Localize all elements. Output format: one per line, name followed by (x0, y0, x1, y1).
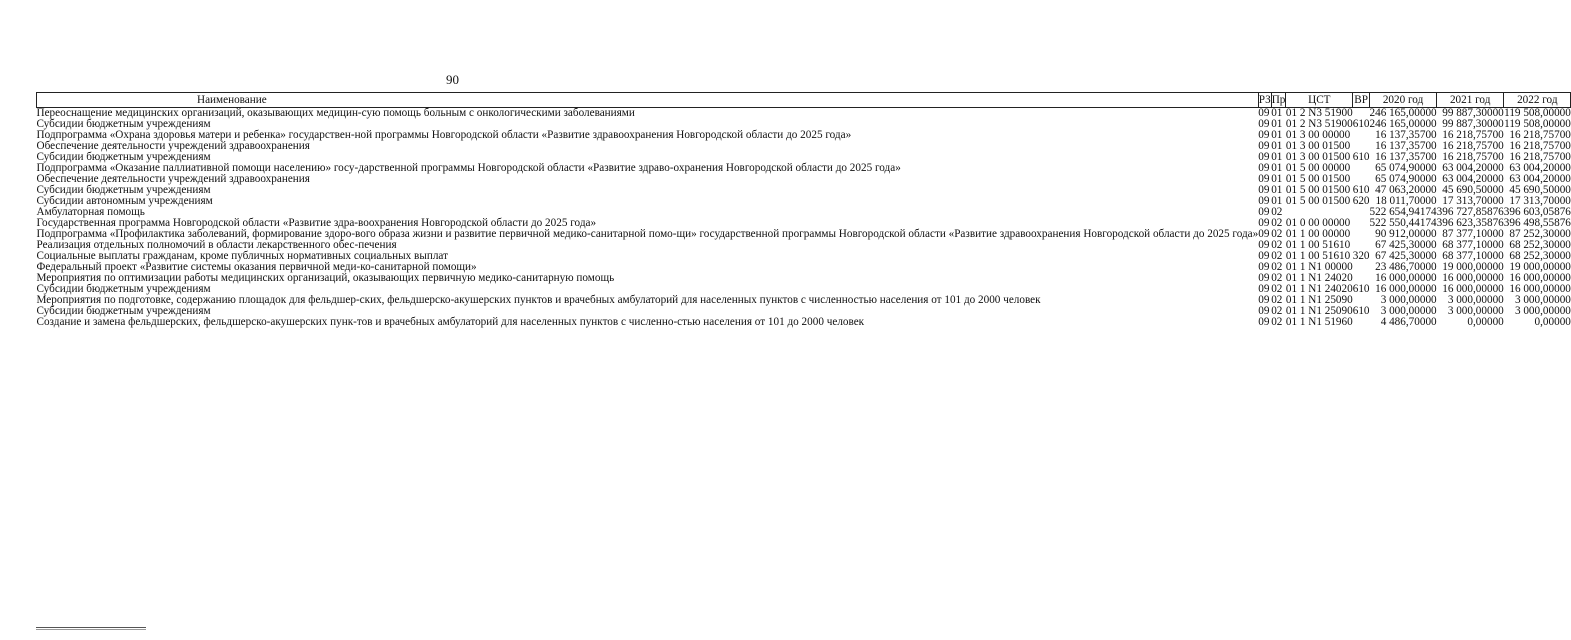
row-2021: 45 690,50000 (1442, 184, 1504, 196)
row-pr: 02 (1271, 305, 1283, 317)
row-2020: 3 000,00000 (1380, 294, 1437, 306)
row-2021: 3 000,00000 (1447, 294, 1504, 306)
row-vr (1353, 163, 1370, 174)
header-2021: 2021 год (1437, 93, 1504, 108)
row-pr: 01 (1271, 195, 1283, 207)
row-cst: 01 5 00 01500 (1285, 184, 1351, 196)
row-2022: 119 508,00000 (1504, 118, 1571, 130)
row-2022: 16 218,75700 (1509, 140, 1571, 152)
row-name: Субсидии бюджетным учреждениям (36, 184, 211, 196)
row-name: Реализация отдельных полномочий в области лекарственного обес-печения (36, 239, 397, 251)
row-rz: 09 (1258, 195, 1270, 207)
row-name: Социальные выплаты гражданам, кроме публичных нормативных социальных выплат (36, 250, 448, 262)
page-number: 90 (446, 72, 459, 87)
row-2020: 16 137,35700 (1375, 129, 1437, 141)
row-name: Субсидии бюджетным учреждениям (36, 283, 211, 295)
row-2022: 396 603,05876 (1503, 206, 1571, 218)
footer-rule-secondary (36, 629, 146, 630)
row-name: Субсидии бюджетным учреждениям (36, 151, 211, 163)
row-rz: 09 (1258, 107, 1270, 119)
row-2021: 99 887,30000 (1442, 107, 1504, 119)
row-pr: 02 (1271, 261, 1283, 273)
header-name: Наименование (37, 93, 1259, 108)
row-rz: 09 (1258, 305, 1270, 317)
row-name: Подпрограмма «Профилактика заболеваний, формирование здоро-вого образа жизни и развитие первичной медико-санитарной помо-щи» государственной программы Новгородской области «Развитие здравоохранения Новгородской области до 2025 года» (36, 228, 1259, 240)
row-vr (1353, 130, 1370, 141)
row-cst: 01 5 00 01500 (1285, 195, 1351, 207)
row-2020: 522 654,94174 (1369, 206, 1437, 218)
row-2021: 16 000,00000 (1442, 272, 1504, 284)
row-vr: 610 (1352, 118, 1370, 130)
row-vr (1353, 262, 1370, 273)
row-cst: 01 3 00 01500 (1285, 140, 1351, 152)
row-rz: 09 (1258, 228, 1270, 240)
row-rz: 09 (1258, 206, 1270, 218)
row-pr: 01 (1271, 107, 1283, 119)
row-rz: 09 (1258, 261, 1270, 273)
row-2022: 63 004,20000 (1509, 162, 1571, 174)
row-cst: 01 1 N1 25090 (1285, 305, 1353, 317)
row-2021: 68 377,10000 (1442, 250, 1504, 262)
row-2020: 67 425,30000 (1375, 250, 1437, 262)
row-name: Субсидии бюджетным учреждениям (36, 305, 211, 317)
row-2022: 45 690,50000 (1509, 184, 1571, 196)
row-2022: 16 218,75700 (1509, 129, 1571, 141)
row-2020: 23 486,70000 (1375, 261, 1437, 273)
row-2022: 63 004,20000 (1509, 173, 1571, 185)
row-vr: 610 (1352, 305, 1370, 317)
row-rz: 09 (1258, 129, 1270, 141)
row-2020: 3 000,00000 (1380, 305, 1437, 317)
row-2021: 396 623,35876 (1436, 217, 1504, 229)
row-rz: 09 (1258, 140, 1270, 152)
row-vr (1353, 218, 1370, 229)
row-2020: 47 063,20000 (1375, 184, 1437, 196)
row-2021: 99 887,30000 (1442, 118, 1504, 130)
row-name: Субсидии автономным учреждениям (36, 195, 213, 207)
table-body (37, 108, 1571, 329)
row-name: Обеспечение деятельности учреждений здравоохранения (36, 140, 310, 152)
row-pr: 01 (1271, 173, 1283, 185)
row-pr: 02 (1271, 206, 1283, 218)
row-vr: 620 (1352, 195, 1370, 207)
row-2020: 522 550,44174 (1369, 217, 1437, 229)
row-cst: 01 1 N1 25090 (1285, 294, 1353, 306)
row-cst: 01 1 N1 24020 (1285, 272, 1353, 284)
table-row (37, 317, 1571, 328)
row-2022: 119 508,00000 (1504, 107, 1571, 119)
row-pr: 02 (1271, 294, 1283, 306)
row-2020: 16 000,00000 (1375, 283, 1437, 295)
row-cst: 01 2 N3 51900 (1285, 118, 1353, 130)
row-2022: 0,00000 (1534, 316, 1571, 328)
row-pr: 01 (1271, 162, 1283, 174)
header-pr: Пр (1271, 94, 1286, 106)
row-2021: 396 727,85876 (1436, 206, 1504, 218)
row-rz: 09 (1258, 272, 1270, 284)
row-name: Подпрограмма «Оказание паллиативной помощи населению» госу-дарственной программы Новгородской области «Развитие здраво-охранения Новгородской области до 2025 года» (36, 162, 901, 174)
row-pr: 02 (1271, 272, 1283, 284)
row-rz: 09 (1258, 162, 1270, 174)
row-2021: 16 218,75700 (1442, 151, 1504, 163)
row-cst: 01 1 N1 00000 (1285, 261, 1353, 273)
row-pr: 02 (1271, 250, 1283, 262)
row-2022: 87 252,30000 (1509, 228, 1571, 240)
row-pr: 01 (1271, 151, 1283, 163)
row-cst: 01 1 00 51610 (1285, 239, 1351, 251)
row-rz: 09 (1258, 239, 1270, 251)
row-2021: 16 218,75700 (1442, 140, 1504, 152)
row-vr (1353, 229, 1370, 240)
row-name: Субсидии бюджетным учреждениям (36, 118, 211, 130)
row-rz: 09 (1258, 250, 1270, 262)
row-2020: 65 074,90000 (1375, 173, 1437, 185)
row-pr: 01 (1271, 140, 1283, 152)
row-2021: 87 377,10000 (1442, 228, 1504, 240)
row-2021: 68 377,10000 (1442, 239, 1504, 251)
row-pr: 01 (1271, 129, 1283, 141)
row-2022: 16 218,75700 (1509, 151, 1571, 163)
row-rz: 09 (1258, 316, 1270, 328)
row-2021: 0,00000 (1467, 316, 1504, 328)
row-2022: 68 252,30000 (1509, 239, 1571, 251)
row-2021: 17 313,70000 (1442, 195, 1504, 207)
row-2022: 68 252,30000 (1509, 250, 1571, 262)
row-2020: 16 137,35700 (1375, 140, 1437, 152)
row-2020: 16 137,35700 (1375, 151, 1437, 163)
row-name: Федеральный проект «Развитие системы оказания первичной меди-ко-санитарной помощи» (36, 261, 477, 273)
row-rz: 09 (1258, 173, 1270, 185)
row-rz: 09 (1258, 118, 1270, 130)
row-2021: 16 218,75700 (1442, 129, 1504, 141)
row-cst: 01 1 N1 24020 (1285, 283, 1353, 295)
header-2022: 2022 год (1504, 93, 1571, 108)
header-2020: 2020 год (1370, 93, 1437, 108)
row-2020: 18 011,70000 (1375, 195, 1437, 207)
row-vr (1353, 207, 1370, 218)
row-2020: 90 912,00000 (1375, 228, 1437, 240)
row-pr: 02 (1271, 239, 1283, 251)
row-vr: 610 (1352, 151, 1370, 163)
row-name: Подпрограмма «Охрана здоровья матери и ребенка» государствен-ной программы Новгородской области «Развитие здравоохранения Новгородской области до 2025 года» (36, 129, 852, 141)
row-rz: 09 (1258, 294, 1270, 306)
row-2021: 16 000,00000 (1442, 283, 1504, 295)
row-pr: 02 (1271, 283, 1283, 295)
row-vr: 610 (1352, 283, 1370, 295)
row-rz: 09 (1258, 217, 1270, 229)
row-2022: 3 000,00000 (1514, 294, 1571, 306)
row-2021: 63 004,20000 (1442, 173, 1504, 185)
budget-table (36, 92, 1571, 328)
row-2020: 4 486,70000 (1380, 316, 1437, 328)
row-pr: 02 (1271, 228, 1283, 240)
row-name: Переоснащение медицинских организаций, оказывающих медицин-сую помощь больным с онкологическими заболеваниями (36, 107, 635, 119)
header-rz: РЗ (1258, 94, 1271, 106)
row-name: Государственная программа Новгородской области «Развитие здра-воохранения Новгородской области до 2025 года» (36, 217, 597, 229)
row-name: Создание и замена фельдшерских, фельдшерско-акушерских пунк-тов и врачебных амбулаторий для населенных пунктов с численно-стью населения от 101 до 2000 человек (36, 316, 865, 328)
row-vr: 320 (1352, 250, 1370, 262)
row-cst: 01 2 N3 51900 (1285, 107, 1353, 119)
header-cst: ЦСТ (1286, 93, 1353, 108)
row-rz: 09 (1258, 151, 1270, 163)
row-name: Обеспечение деятельности учреждений здравоохранения (36, 173, 310, 185)
row-2022: 16 000,00000 (1509, 283, 1571, 295)
table-row (37, 196, 1571, 207)
row-cst: 01 0 00 00000 (1285, 217, 1351, 229)
row-2020: 65 074,90000 (1375, 162, 1437, 174)
row-cst: 01 1 N1 51960 (1285, 316, 1353, 328)
row-2022: 19 000,00000 (1509, 261, 1571, 273)
row-2022: 396 498,55876 (1503, 217, 1571, 229)
row-name: Мероприятия по подготовке, содержанию площадок для фельдшер-ских, фельдшерско-акушерских пунктов и врачебных амбулаторий для населенных пунктов с численностью населения от 101 до 2000 человек (36, 294, 1041, 306)
row-cst: 01 3 00 00000 (1285, 129, 1351, 141)
row-2022: 3 000,00000 (1514, 305, 1571, 317)
row-cst: 01 1 00 51610 (1285, 250, 1351, 262)
row-2020: 246 165,00000 (1369, 107, 1437, 119)
row-2020: 67 425,30000 (1375, 239, 1437, 251)
table-header-row (37, 93, 1571, 108)
row-cst: 01 3 00 01500 (1285, 151, 1351, 163)
row-2021: 63 004,20000 (1442, 162, 1504, 174)
row-2020: 246 165,00000 (1369, 118, 1437, 130)
row-name: Мероприятия по оптимизации работы медицинских организаций, оказывающих первичную медико-санитарную помощь (36, 272, 615, 284)
header-vr: ВР (1354, 94, 1368, 106)
row-pr: 01 (1271, 184, 1283, 196)
row-rz: 09 (1258, 283, 1270, 295)
row-pr: 02 (1271, 316, 1283, 328)
row-2021: 3 000,00000 (1447, 305, 1504, 317)
row-cst: 01 1 00 00000 (1285, 228, 1351, 240)
row-2020: 16 000,00000 (1375, 272, 1437, 284)
row-vr (1353, 317, 1370, 328)
row-pr: 01 (1271, 118, 1283, 130)
row-name: Амбулаторная помощь (36, 206, 145, 218)
row-pr: 02 (1271, 217, 1283, 229)
row-2022: 16 000,00000 (1509, 272, 1571, 284)
row-2021: 19 000,00000 (1442, 261, 1504, 273)
row-rz: 09 (1258, 184, 1270, 196)
row-vr: 610 (1352, 184, 1370, 196)
row-2022: 17 313,70000 (1509, 195, 1571, 207)
footer-rule (36, 627, 146, 628)
row-cst: 01 5 00 00000 (1285, 162, 1351, 174)
row-cst: 01 5 00 01500 (1285, 173, 1351, 185)
